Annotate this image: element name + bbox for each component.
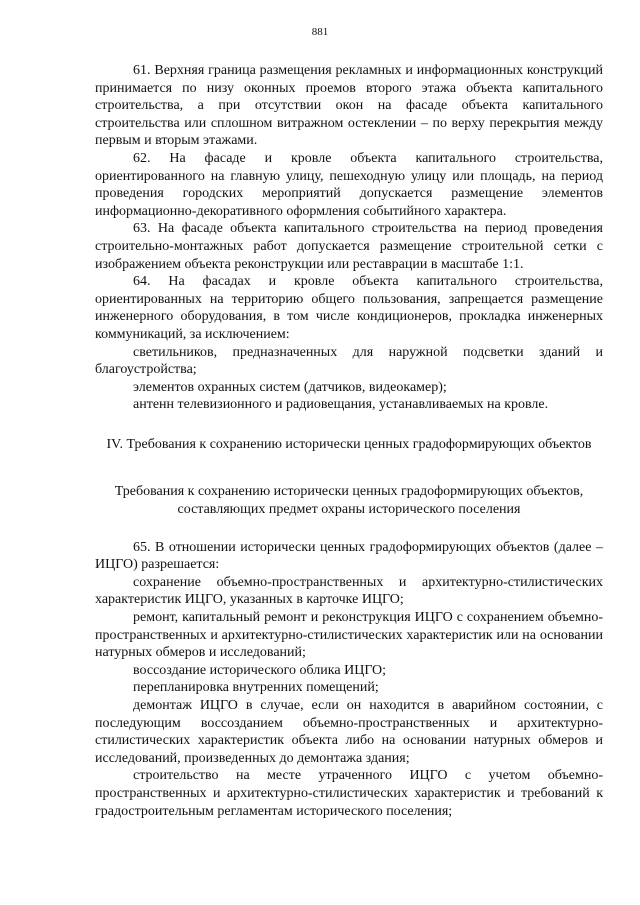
list-item-dismantling: демонтаж ИЦГО в случае, если он находится в аварийном состоянии, с последующим воссозданием объемно-пространственных и архитектурно-стилистических характеристик объекта либо на основании натурных обмеров и исследований, произведенных до демонтажа здания;: [95, 698, 603, 766]
paragraph-63: 63. На фасаде объекта капитального строительства на период проведения строительно-монтажных работ допускается размещение строительной сетки с изображением объекта реконструкции или реставрации в масштабе 1:1.: [95, 221, 603, 272]
spacer: [95, 453, 603, 483]
list-item-repair: ремонт, капитальный ремонт и реконструкция ИЦГО с сохранением объемно-пространственных и архитектурно-стилистических характеристик или на основании натурных обмеров и исследований;: [95, 610, 603, 661]
paragraph-61: 61. Верхняя граница размещения рекламных и информационных конструкций принимается по низу оконных проемов второго этажа объекта капитального строительства, а при отсутствии окон на фасаде объекта капитального строительства или сплошном витражном остеклении – по верху перекрытия между первым и вторым этажами.: [95, 63, 603, 149]
spacer: [95, 414, 603, 436]
list-item-replanning: перепланировка внутренних помещений;: [133, 680, 379, 696]
list-item-security-systems: элементов охранных систем (датчиков, видеокамер);: [133, 379, 447, 395]
subsection-heading: Требования к сохранению исторически ценных градоформирующих объектов, составляющих предмет охраны исторического поселения: [114, 484, 584, 518]
spacer: [95, 519, 603, 539]
list-item-preservation: сохранение объемно-пространственных и архитектурно-стилистических характеристик ИЦГО, указанных в карточке ИЦГО;: [95, 574, 603, 608]
section-heading: IV. Требования к сохранению исторически ценных градоформирующих объектов: [106, 436, 592, 452]
list-item-recreation: воссоздание исторического облика ИЦГО;: [133, 662, 387, 678]
page-number: 881: [311, 26, 329, 38]
paragraph-62: 62. На фасаде и кровле объекта капитального строительства, ориентированного на главную улицу, пешеходную улицу или площадь, на период проведения городских мероприятий допускается размещение элементов информационно-декоративного оформления событийного характера.: [95, 150, 603, 219]
paragraph-64: 64. На фасадах и кровле объекта капитального строительства, ориентированных на территорию общего пользования, запрещается размещение инженерного оборудования, в том числе кондиционеров, прокладка инженерных коммуникаций, за исключением:: [95, 274, 603, 342]
list-item-antennas: антенн телевизионного и радиовещания, устанавливаемых на кровле.: [133, 397, 549, 413]
list-item-construction: строительство на месте утраченного ИЦГО с учетом объемно-пространственных и архитектурно-стилистических характеристик и требований к градостроительным регламентам исторического поселения;: [95, 768, 603, 819]
list-item-lighting: светильников, предназначенных для наружной подсветки зданий и благоустройства;: [95, 344, 603, 378]
paragraph-65: 65. В отношении исторически ценных градоформирующих объектов (далее – ИЦГО) разрешается:: [95, 539, 603, 573]
document-body: [95, 62, 603, 820]
